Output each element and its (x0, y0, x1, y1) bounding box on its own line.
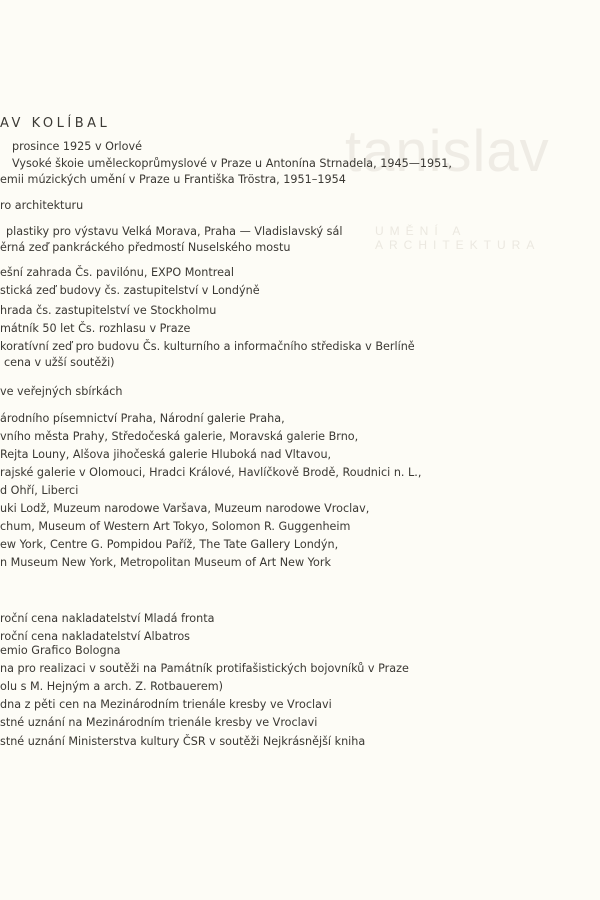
collections-item: ew York, Centre G. Pompidou Paříž, The Tate Gallery Londýn, (0, 538, 339, 551)
awards-item: roční cena nakladatelství Mladá fronta (0, 612, 215, 625)
collections-item: uki Lodž, Muzeum narodowe Varšava, Muzeum narodowe Vroclav, (0, 502, 370, 515)
collections-item: rajské galerie v Olomouci, Hradci Králové, Havlíčkově Brodě, Roudnici n. L., (0, 466, 422, 479)
bio-line: Vysoké škoie uměleckoprůmyslové v Praze u Antonína Strnadela, 1945—1951, (12, 157, 452, 170)
awards-item: dna z pěti cen na Mezinárodním trienále kresby ve Vroclavi (0, 698, 332, 711)
collections-item: chum, Museum of Western Art Tokyo, Solomon R. Guggenheim (0, 520, 351, 533)
bleed-through-title: tanislav (345, 119, 550, 184)
architecture-item: ešní zahrada Čs. pavilónu, EXPO Montreal (0, 266, 234, 279)
collections-item: d Ohří, Liberci (0, 484, 79, 497)
awards-item: stné uznání Ministerstva kultury ČSR v soutěži Nejkrásnější kniha (0, 735, 366, 748)
collections-item: vního města Prahy, Středočeská galerie, Moravská galerie Brno, (0, 430, 359, 443)
artist-name-heading: AV KOLÍBAL (0, 116, 111, 131)
awards-item: emio Grafico Bologna (0, 644, 121, 657)
awards-item: roční cena nakladatelství Albatros (0, 630, 190, 643)
bleed-through-subtitle: UMĚNÍ A ARCHITEKTURA (375, 224, 541, 252)
architecture-item: plastiky pro výstavu Velká Morava, Praha — Vladislavský sál (6, 225, 343, 238)
collections-item: n Museum New York, Metropolitan Museum of Art New York (0, 556, 331, 569)
architecture-item: koratívní zeď pro budovu Čs. kulturního a informačního střediska v Berlíně (0, 340, 415, 353)
collections-item: árodního písemnictví Praha, Národní galerie Praha, (0, 412, 285, 425)
architecture-header: ro architekturu (0, 199, 84, 212)
collections-header: ve veřejných sbírkách (0, 385, 123, 398)
architecture-item: mátník 50 let Čs. rozhlasu v Praze (0, 322, 191, 335)
awards-item: olu s M. Hejným a arch. Z. Rotbauerem) (0, 680, 224, 693)
bio-line: prosince 1925 v Orlové (12, 140, 142, 153)
architecture-item: cena v užší soutěži) (4, 356, 115, 369)
awards-item: stné uznání na Mezinárodním trienále kresby ve Vroclavi (0, 716, 318, 729)
architecture-item: ěrná zeď pankráckého předmostí Nuselského mostu (0, 241, 291, 254)
bio-line: emii múzických umění v Praze u Františka Tröstra, 1951–1954 (0, 173, 346, 186)
collections-item: Rejta Louny, Alšova jihočeská galerie Hluboká nad Vltavou, (0, 448, 332, 461)
architecture-item: hrada čs. zastupitelství ve Stockholmu (0, 304, 217, 317)
architecture-item: stická zeď budovy čs. zastupitelství v Londýně (0, 284, 260, 297)
awards-item: na pro realizaci v soutěži na Památník protifašistických bojovníků v Praze (0, 662, 409, 675)
